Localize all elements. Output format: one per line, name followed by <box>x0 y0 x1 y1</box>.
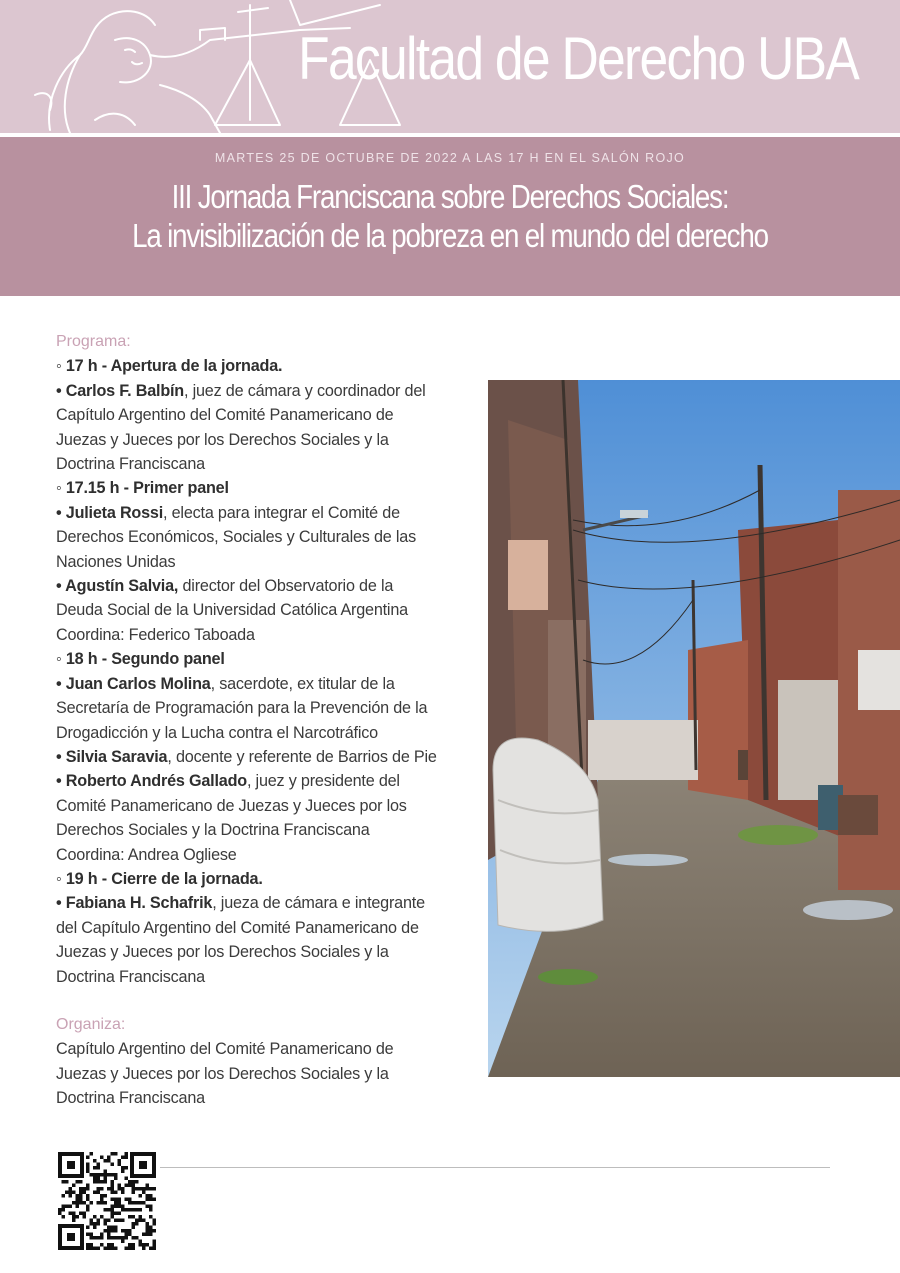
speaker-entry: • Julieta Rossi, electa para integrar el Comité de <box>56 503 400 522</box>
event-title-line-1: III Jornada Franciscana sobre Derechos Sociales: <box>171 178 729 215</box>
speaker-detail: Comité Panamericano de Juezas y Jueces por los <box>56 796 407 815</box>
speaker-detail: Doctrina Franciscana <box>56 967 205 986</box>
speaker-detail: del Capítulo Argentino del Comité Panamericano de <box>56 918 419 937</box>
speaker-detail: Doctrina Franciscana <box>56 455 205 474</box>
qr-code-icon[interactable] <box>58 1152 156 1250</box>
speaker-entry: • Silvia Saravia, docente y referente de Barrios de Pie <box>56 747 437 766</box>
program-time-slot: ◦ 19 h - Cierre de la jornada. <box>56 869 263 888</box>
event-band <box>0 137 900 296</box>
moderator-line: Coordina: Andrea Ogliese <box>56 845 237 864</box>
speaker-entry: • Agustín Salvia, director del Observatorio de la <box>56 577 394 596</box>
event-date: MARTES 25 DE OCTUBRE DE 2022 A LAS 17 H EN EL SALÓN ROJO <box>214 151 686 165</box>
speaker-name: • Fabiana H. Schafrik <box>56 894 213 913</box>
speaker-detail: Juezas y Jueces por los Derechos Sociales y la <box>56 943 389 962</box>
speaker-detail: Drogadicción y la Lucha contra el Narcotráfico <box>56 723 378 742</box>
program-label: Programa: <box>56 333 131 350</box>
program-time-slot: ◦ 18 h - Segundo panel <box>56 650 225 669</box>
organizer-label: Organiza: <box>56 1015 126 1033</box>
speaker-entry: • Roberto Andrés Gallado, juez y presidente del <box>56 772 400 791</box>
speaker-name: • Agustín Salvia, <box>56 577 179 596</box>
event-title <box>72 177 828 255</box>
speaker-entry: • Carlos F. Balbín, juez de cámara y coordinador del <box>56 381 426 400</box>
speaker-detail: Secretaría de Programación para la Prevención de la <box>56 699 428 718</box>
street-photo <box>488 380 900 1077</box>
speaker-detail: Naciones Unidas <box>56 552 176 571</box>
speaker-name: • Juan Carlos Molina <box>56 674 211 693</box>
program-section <box>56 330 466 1111</box>
program-time-slot: ◦ 17 h - Apertura de la jornada. <box>56 357 283 376</box>
speaker-detail: Derechos Económicos, Sociales y Culturales de las <box>56 528 416 547</box>
speaker-detail: Juezas y Jueces por los Derechos Sociales y la <box>56 430 389 449</box>
speaker-name: • Julieta Rossi <box>56 503 164 522</box>
footer-divider <box>160 1167 830 1168</box>
speaker-entry: • Fabiana H. Schafrik, jueza de cámara e integrante <box>56 894 425 913</box>
speaker-entry: • Juan Carlos Molina, sacerdote, ex titular de la <box>56 674 395 693</box>
program-time-slot: ◦ 17.15 h - Primer panel <box>56 479 229 498</box>
speaker-detail: Deuda Social de la Universidad Católica Argentina <box>56 601 408 620</box>
faculty-title: Facultad de Derecho UBA <box>298 25 858 92</box>
organizer-line: Capítulo Argentino del Comité Panamericano de <box>56 1040 394 1059</box>
organizer-line: Doctrina Franciscana <box>56 1089 205 1108</box>
organizer-line: Juezas y Jueces por los Derechos Sociales y la <box>56 1064 389 1083</box>
speaker-name: • Carlos F. Balbín <box>56 381 184 400</box>
speaker-detail: Capítulo Argentino del Comité Panamericano de <box>56 406 394 425</box>
header-divider <box>0 133 900 135</box>
speaker-name: • Roberto Andrés Gallado <box>56 772 247 791</box>
header-band <box>0 0 900 133</box>
moderator-line: Coordina: Federico Taboada <box>56 625 255 644</box>
event-title-line-2: La invisibilización de la pobreza en el mundo del derecho <box>132 217 768 254</box>
speaker-name: • Silvia Saravia <box>56 747 168 766</box>
speaker-detail: Derechos Sociales y la Doctrina Franciscana <box>56 821 370 840</box>
